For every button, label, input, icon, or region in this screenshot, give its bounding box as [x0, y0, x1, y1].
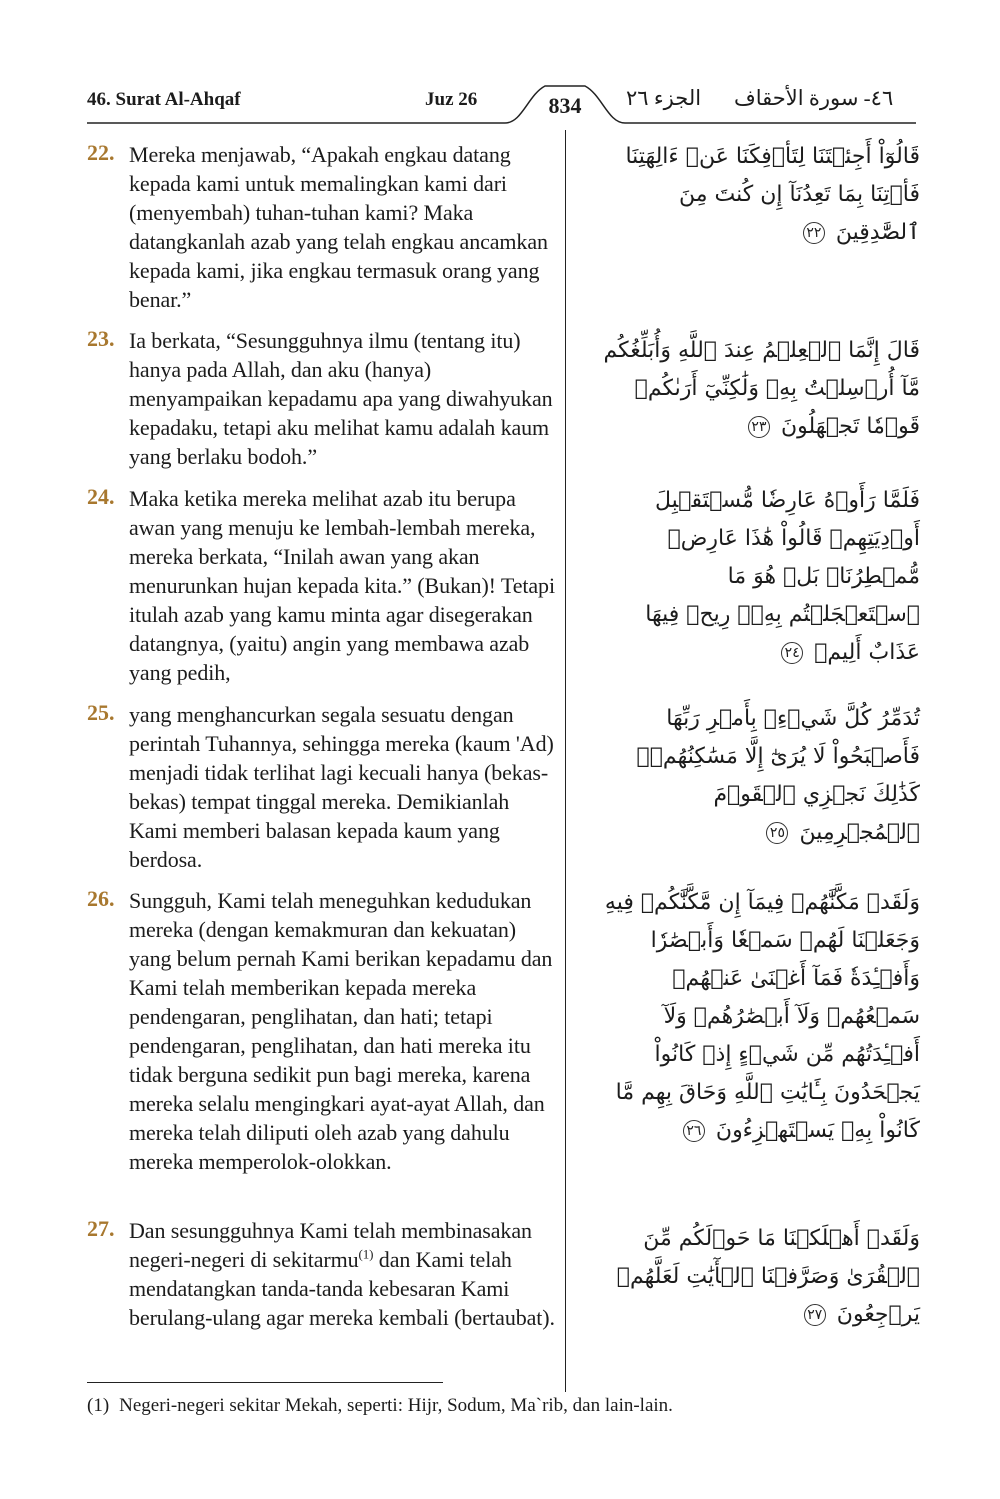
arabic-text: وَلَقَدۡ مَكَّنَّٰهُمۡ فِيمَآ إِن مَّكَّنَّٰكُمۡ فِيهِ وَجَعَلۡنَا لَهُمۡ سَمۡعٗا وَأَبۡصَٰرٗا وَأَفۡـِٔدَةٗ فَمَآ أَغۡنَىٰ عَنۡهُمۡ سَمۡعُهُمۡ وَلَآ أَبۡصَٰرُهُمۡ وَلَآ أَفۡـِٔدَتُهُم مِّن شَيۡءٍ إِذۡ كَانُواْ يَجۡحَدُونَ بِـَٔايَٰتِ ٱللَّهِ وَحَاقَ بِهِم مَّا كَانُواْ بِهِۦ يَسۡتَهۡزِءُونَ [604, 890, 920, 1143]
ayah-end-marker: ٢٢ [803, 222, 825, 244]
footnote-rule [87, 1382, 443, 1383]
footnote-text: Negeri-negeri sekitar Mekah, seperti: Hijr, Sodum, Ma`rib, dan lain-lain. [119, 1395, 673, 1416]
verse-number: 27. [87, 1216, 115, 1241]
verse-text-part-a: Dan sesungguhnya Kami telah membinasakan negeri-negeri di sekitarmu [129, 1218, 532, 1272]
ayah-end-marker: ٢٦ [683, 1120, 705, 1142]
verse-text: Ia berkata, “Sesungguhnya ilmu (tentang itu) hanya pada Allah, dan aku (hanya) menyampaikan kepadamu apa yang diwahyukan kepadaku, tetapi aku melihat kamu adalah kaum yang berlaku bodoh.” [129, 328, 553, 469]
verse-24-arabic [590, 482, 920, 672]
verse-text: Sungguh, Kami telah meneguhkan kedudukan mereka (dengan kemakmuran dan kekuatan) yang belum pernah Kami berikan kepadamu dan Kami telah memberikan kepada mereka pendengaran, penglihatan, dan hati; tetapi pendengaran, penglihatan, dan hati mereka itu tidak berguna sedikit pun bagi mereka, karena mereka selalu mengingkari ayat-ayat Allah, dan mereka telah diliputi oleh azab yang dahulu mereka memperolok-olokkan. [129, 888, 553, 1174]
footnote-ref[interactable]: (1) [358, 1246, 374, 1262]
verse-25-arabic [590, 700, 920, 852]
page-header [0, 0, 1000, 130]
footnote [87, 1395, 673, 1417]
ayah-end-marker: ٢٥ [766, 822, 788, 844]
verse-23-arabic [590, 332, 920, 446]
verse-number: 23. [87, 326, 115, 351]
verse-27-translation [87, 1216, 557, 1332]
arabic-text: قَالَ إِنَّمَا ٱلۡعِلۡمُ عِندَ ٱللَّهِ وَأُبَلِّغُكُم مَّآ أُرۡسِلۡتُ بِهِۦ وَلَٰكِنِّيٓ أَرَىٰكُمۡ قَوۡمٗا تَجۡهَلُونَ [603, 338, 920, 439]
surah-title-arabic: ٤٦- سورة الأحقاف [734, 86, 894, 110]
verse-23-translation [87, 326, 557, 471]
arabic-text: فَلَمَّا رَأَوۡهُ عَارِضٗا مُّسۡتَقۡبِلَ أَوۡدِيَتِهِمۡ قَالُواْ هَٰذَا عَارِضٞ مُّمۡطِرُنَاۚ بَلۡ هُوَ مَا ٱسۡتَعۡجَلۡتُم بِهِۦۖ رِيحٞ فِيهَا عَذَابٌ أَلِيمٞ [645, 488, 920, 665]
verse-22-translation [87, 140, 557, 314]
arabic-text: قَالُوٓاْ أَجِئۡتَنَا لِتَأۡفِكَنَا عَنۡ ءَالِهَتِنَا فَأۡتِنَا بِمَا تَعِدُنَآ إِن كُنتَ مِنَ ٱلصَّٰدِقِينَ [625, 144, 920, 245]
verse-number: 24. [87, 484, 115, 509]
arabic-text: تُدَمِّرُ كُلَّ شَيۡءِۭ بِأَمۡرِ رَبِّهَا فَأَصۡبَحُواْ لَا يُرَىٰٓ إِلَّا مَسَٰكِنُهُمۡۚ كَذَٰلِكَ نَجۡزِي ٱلۡقَوۡمَ ٱلۡمُجۡرِمِينَ [636, 706, 920, 845]
verse-26-arabic [590, 884, 920, 1150]
page-number: 834 [548, 93, 582, 118]
footnote-label: (1) [87, 1395, 110, 1416]
ayah-end-marker: ٢٤ [781, 642, 803, 664]
verse-22-arabic [590, 138, 920, 252]
verse-24-translation [87, 484, 557, 687]
verse-26-translation [87, 886, 557, 1176]
ayah-end-marker: ٢٣ [748, 416, 770, 438]
ayah-end-marker: ٢٧ [804, 1304, 826, 1326]
column-divider [565, 130, 566, 1392]
juz-label-latin: Juz 26 [425, 89, 478, 110]
verse-text: Mereka menjawab, “Apakah engkau datang kepada kami untuk memalingkan kami dari (menyembah) tuhan-tuhan kami? Maka datangkanlah azab yang telah engkau ancamkan kepada kami, jika engkau termasuk orang yang benar.” [129, 142, 548, 312]
verse-text: Maka ketika mereka melihat azab itu berupa awan yang menuju ke lembah-lembah mereka, mereka berkata, “Inilah awan yang akan menurunkan hujan kepada kita.” (Bukan)! Tetapi itulah azab yang kamu minta agar disegerakan datangnya, (yaitu) angin yang membawa azab yang pedih, [129, 486, 555, 685]
arabic-text: وَلَقَدۡ أَهۡلَكۡنَا مَا حَوۡلَكُم مِّنَ ٱلۡقُرَىٰ وَصَرَّفۡنَا ٱلۡأٓيَٰتِ لَعَلَّهُمۡ يَرۡجِعُونَ [616, 1226, 920, 1327]
surah-title-latin: 46. Surat Al-Ahqaf [87, 89, 241, 110]
juz-label-arabic: الجزء ٢٦ [626, 86, 702, 110]
verse-27-arabic [590, 1220, 920, 1334]
verse-number: 22. [87, 140, 115, 165]
verse-text [129, 1216, 557, 1332]
verse-number: 25. [87, 700, 115, 725]
verse-text-part-b: dan Kami telah mendatangkan tanda-tanda kebesaran Kami berulang-ulang agar mereka kembali (bertaubat). [129, 1247, 555, 1330]
verse-text: yang menghancurkan segala sesuatu dengan perintah Tuhannya, sehingga mereka (kaum 'Ad) menjadi tidak terlihat lagi kecuali hanya (bekas-bekas) tempat tinggal mereka. Demikianlah Kami memberi balasan kepada kaum yang berdosa. [129, 702, 554, 872]
verse-25-translation [87, 700, 557, 874]
verse-number: 26. [87, 886, 115, 911]
